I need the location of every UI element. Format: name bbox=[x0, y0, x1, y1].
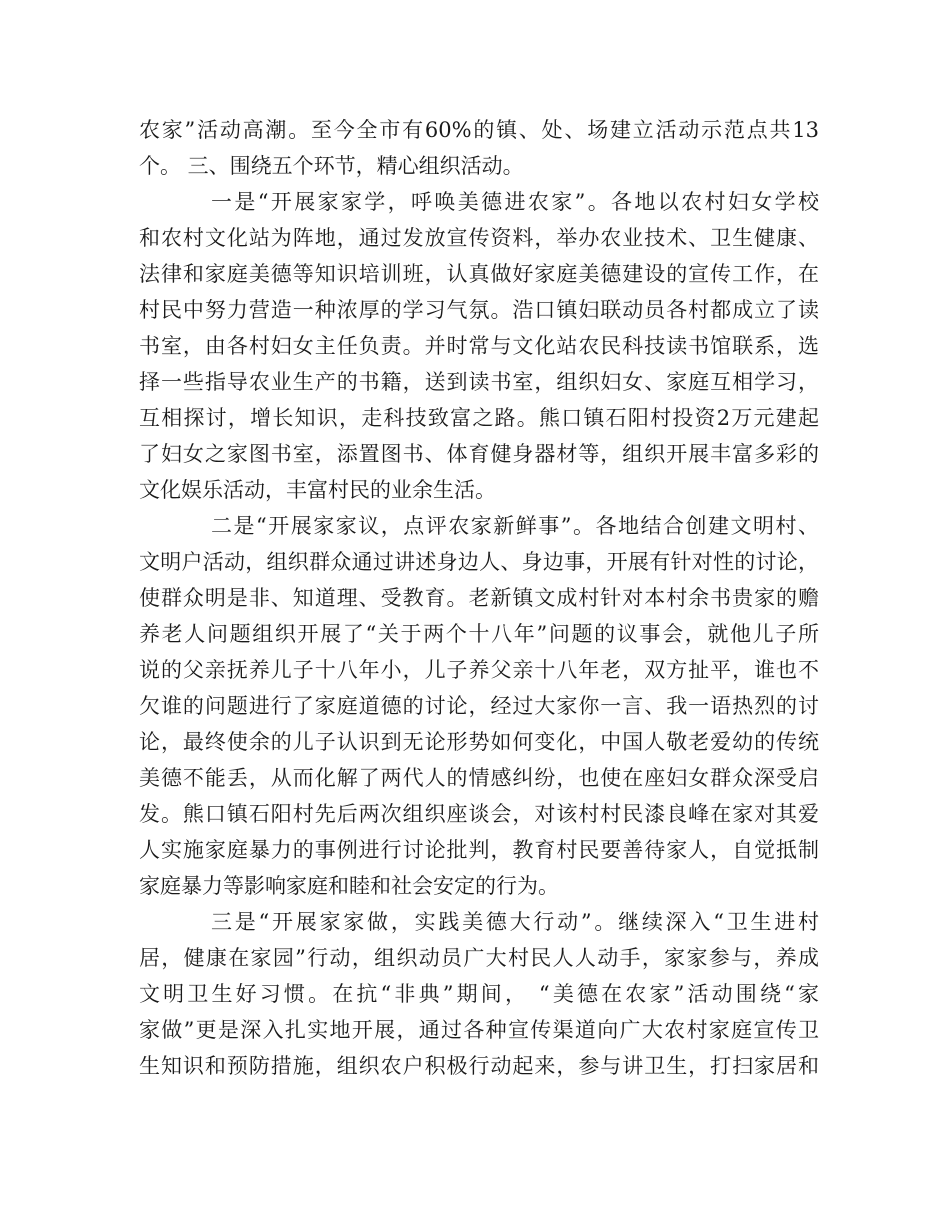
text-line: 居，健康在家园”行动，组织动员广大村民人人动手，家家参与，养成 bbox=[139, 946, 819, 970]
text-line: 发。熊口镇石阳村先后两次组织座谈会，对该村村民漆良峰在家对其爱 bbox=[139, 802, 819, 826]
paragraph-first-line: 一是“开展家家学，呼唤美德进农家”。各地以农村妇女学校 bbox=[211, 190, 819, 214]
text-line: 村民中努力营造一种浓厚的学习气氛。浩口镇妇联动员各村都成立了读 bbox=[139, 298, 819, 322]
text-line: 了妇女之家图书室，添置图书、体育健身器材等，组织开展丰富多彩的 bbox=[139, 442, 819, 466]
text-line: 书室，由各村妇女主任负责。并时常与文化站农民科技读书馆联系，选 bbox=[139, 334, 819, 358]
text-line: 文明户活动，组织群众通过讲述身边人、身边事，开展有针对性的讨论， bbox=[139, 550, 819, 574]
text-line: 美德不能丢，从而化解了两代人的情感纠纷，也使在座妇女群众深受启 bbox=[139, 766, 819, 790]
text-line: 和农村文化站为阵地，通过发放宣传资料，举办农业技术、卫生健康、 bbox=[139, 226, 819, 250]
text-line: 欠谁的问题进行了家庭道德的讨论，经过大家你一言、我一语热烈的讨 bbox=[139, 694, 819, 718]
text-line: 农家”活动高潮。至今全市有60%的镇、处、场建立活动示范点共13 bbox=[139, 118, 819, 142]
text-line: 个。 三、围绕五个环节，精心组织活动。 bbox=[139, 154, 524, 178]
text-line: 择一些指导农业生产的书籍，送到读书室，组织妇女、家庭互相学习， bbox=[139, 370, 819, 394]
text-line: 家庭暴力等影响家庭和睦和社会安定的行为。 bbox=[139, 874, 559, 898]
text-line: 说的父亲抚养儿子十八年小，儿子养父亲十八年老，双方扯平，谁也不 bbox=[139, 658, 819, 682]
text-line: 生知识和预防措施，组织农户积极行动起来，参与讲卫生，打扫家居和 bbox=[139, 1054, 819, 1078]
text-line: 法律和家庭美德等知识培训班，认真做好家庭美德建设的宣传工作，在 bbox=[139, 262, 819, 286]
text-line: 论，最终使余的儿子认识到无论形势如何变化，中国人敬老爱幼的传统 bbox=[139, 730, 819, 754]
text-line: 人实施家庭暴力的事例进行讨论批判，教育村民要善待家人，自觉抵制 bbox=[139, 838, 819, 862]
text-line: 文化娱乐活动，丰富村民的业余生活。 bbox=[139, 478, 496, 502]
paragraph-first-line: 二是“开展家家议，点评农家新鲜事”。各地结合创建文明村、 bbox=[211, 514, 819, 538]
text-line: 家做”更是深入扎实地开展，通过各种宣传渠道向广大农村家庭宣传卫 bbox=[139, 1018, 819, 1042]
text-line: 养老人问题组织开展了“关于两个十八年”问题的议事会，就他儿子所 bbox=[139, 622, 819, 646]
paragraph-first-line: 三是“开展家家做，实践美德大行动”。继续深入“卫生进村 bbox=[211, 910, 819, 934]
text-line: 使群众明是非、知道理、受教育。老新镇文成村针对本村余书贵家的赡 bbox=[139, 586, 819, 610]
text-line: 互相探讨，增长知识，走科技致富之路。熊口镇石阳村投资2万元建起 bbox=[139, 406, 819, 430]
text-line: 文明卫生好习惯。在抗“非典”期间， “美德在农家”活动围绕“家 bbox=[139, 982, 819, 1006]
